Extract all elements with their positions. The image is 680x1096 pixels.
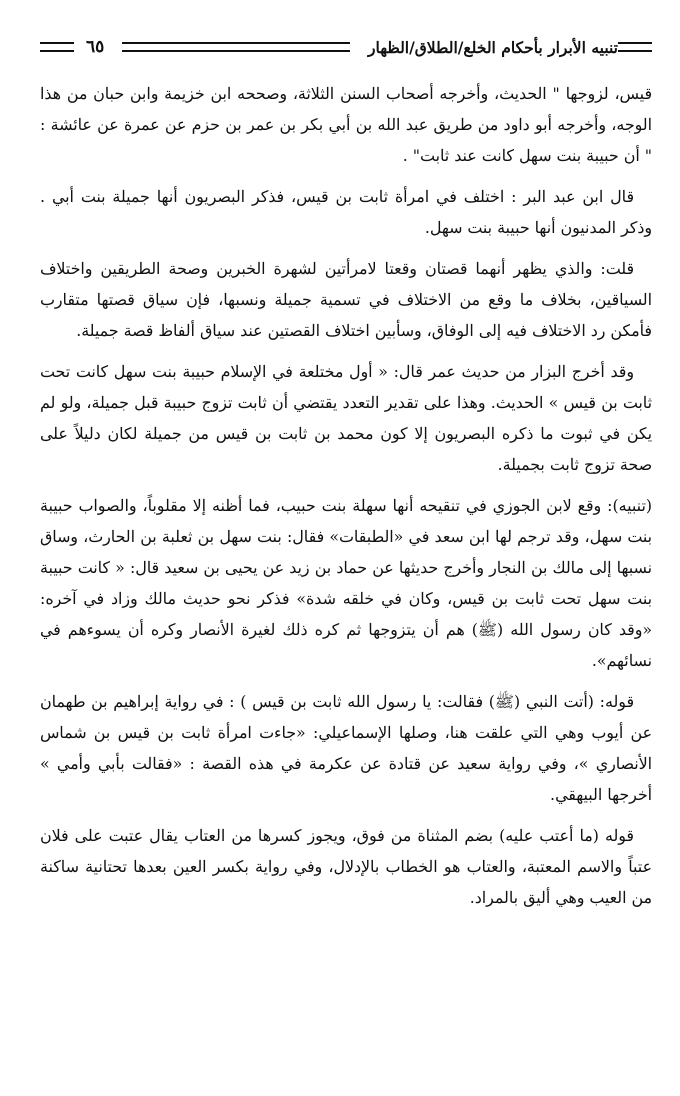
paragraph: قال ابن عبد البر : اختلف في امرأة ثابت بن قيس، فذكر البصريون أنها جميلة بنت أبي . وذكر المدنيون أنها حبيبة بنت سهل. xyxy=(40,187,652,237)
paragraph: قيس، لزوجها " الحديث، وأخرجه أصحاب السنن الثلاثة، وصححه ابن خزيمة وابن حبان من هذا الوجه، وأخرجه أبو داود من طريق عبد الله بن أبي بكر بن عمر بن حزم عن عمرة عن عائشة : " أن حبيبة بنت سهل كانت عند ثابت" . xyxy=(40,84,652,165)
running-title: تنبيه الأبرار بأحكام الخلع/الطلاق/الظهار xyxy=(368,37,618,57)
header-rule-right xyxy=(618,42,652,52)
header-rule-middle xyxy=(122,42,350,52)
paragraph: قوله (ما أعتب عليه) بضم المثناة من فوق، ويجوز كسرها من العتاب يقال عتبت على فلان عتباً والاسم المعتبة، والعتاب هو الخطاب بالإدلال، وفي رواية بكسر العين بعدها تحتانية ساكنة من العيب وهي أليق بالمراد. xyxy=(40,826,652,907)
paragraph: (تنبيه): وقع لابن الجوزي في تنقيحه أنها سهلة بنت حبيب، فما أظنه إلا مقلوباً، والصواب حبيبة بنت سهل، وقد ترجم لها ابن سعد في «الطبقات» فقال: بنت سهل بن ثعلبة بن الحارث، وساق نسبها إلى مالك بن النجار وأخرج حديثها عن حماد بن زيد عن يحيى بن سعيد قال: « كانت حبيبة بنت سهل تحت ثابت بن قيس، وكان في خلقه شدة» فذكر نحو حديث مالك وزاد في آخره: «وقد كان رسول الله (ﷺ) هم أن يتزوجها ثم كره ذلك لغيرة الأنصار وكره أن يسوءهم في نسائهم». xyxy=(40,496,652,670)
page-number: ٦٥ xyxy=(86,37,105,57)
paragraph: قلت: والذي يظهر أنهما قصتان وقعتا لامرأتين لشهرة الخبرين وصحة الطريقين واختلاف السياقين، بخلاف ما وقع من الاختلاف في تسمية جميلة ونسبها، فإن سياق قصتها متقارب فأمكن رد الاختلاف فيه إلى الوفاق، وسأبين اختلاف القصتين عند سياق ألفاظ قصة جميلة. xyxy=(40,259,652,340)
running-header xyxy=(40,32,652,62)
header-rule-left xyxy=(40,42,74,52)
paragraph: قوله: (أتت النبي (ﷺ) فقالت: يا رسول الله ثابت بن قيس ) : في رواية إبراهيم بن طهمان عن أيوب وهي التي علقت هنا، وصلها الإسماعيلي: «جاءت امرأة ثابت بن قيس بن شماس الأنصاري »، وفي رواية سعيد عن قتادة عن عكرمة في هذه القصة : «فقالت بأبي وأمي » أخرجها البيهقي. xyxy=(40,692,652,804)
page-body xyxy=(40,78,652,923)
paragraph: وقد أخرج البزار من حديث عمر قال: « أول مختلعة في الإسلام حبيبة بنت سهل كانت تحت ثابت بن قيس » الحديث. وهذا على تقدير التعدد يقتضي أن ثابت تزوج حبيبة قبل جميلة، ولو لم يكن في ثبوت ما ذكره البصريون إلا كون محمد بن ثابت بن قيس من جميلة لكان دليلاً على صحة تزوج ثابت بجميلة. xyxy=(40,362,652,474)
